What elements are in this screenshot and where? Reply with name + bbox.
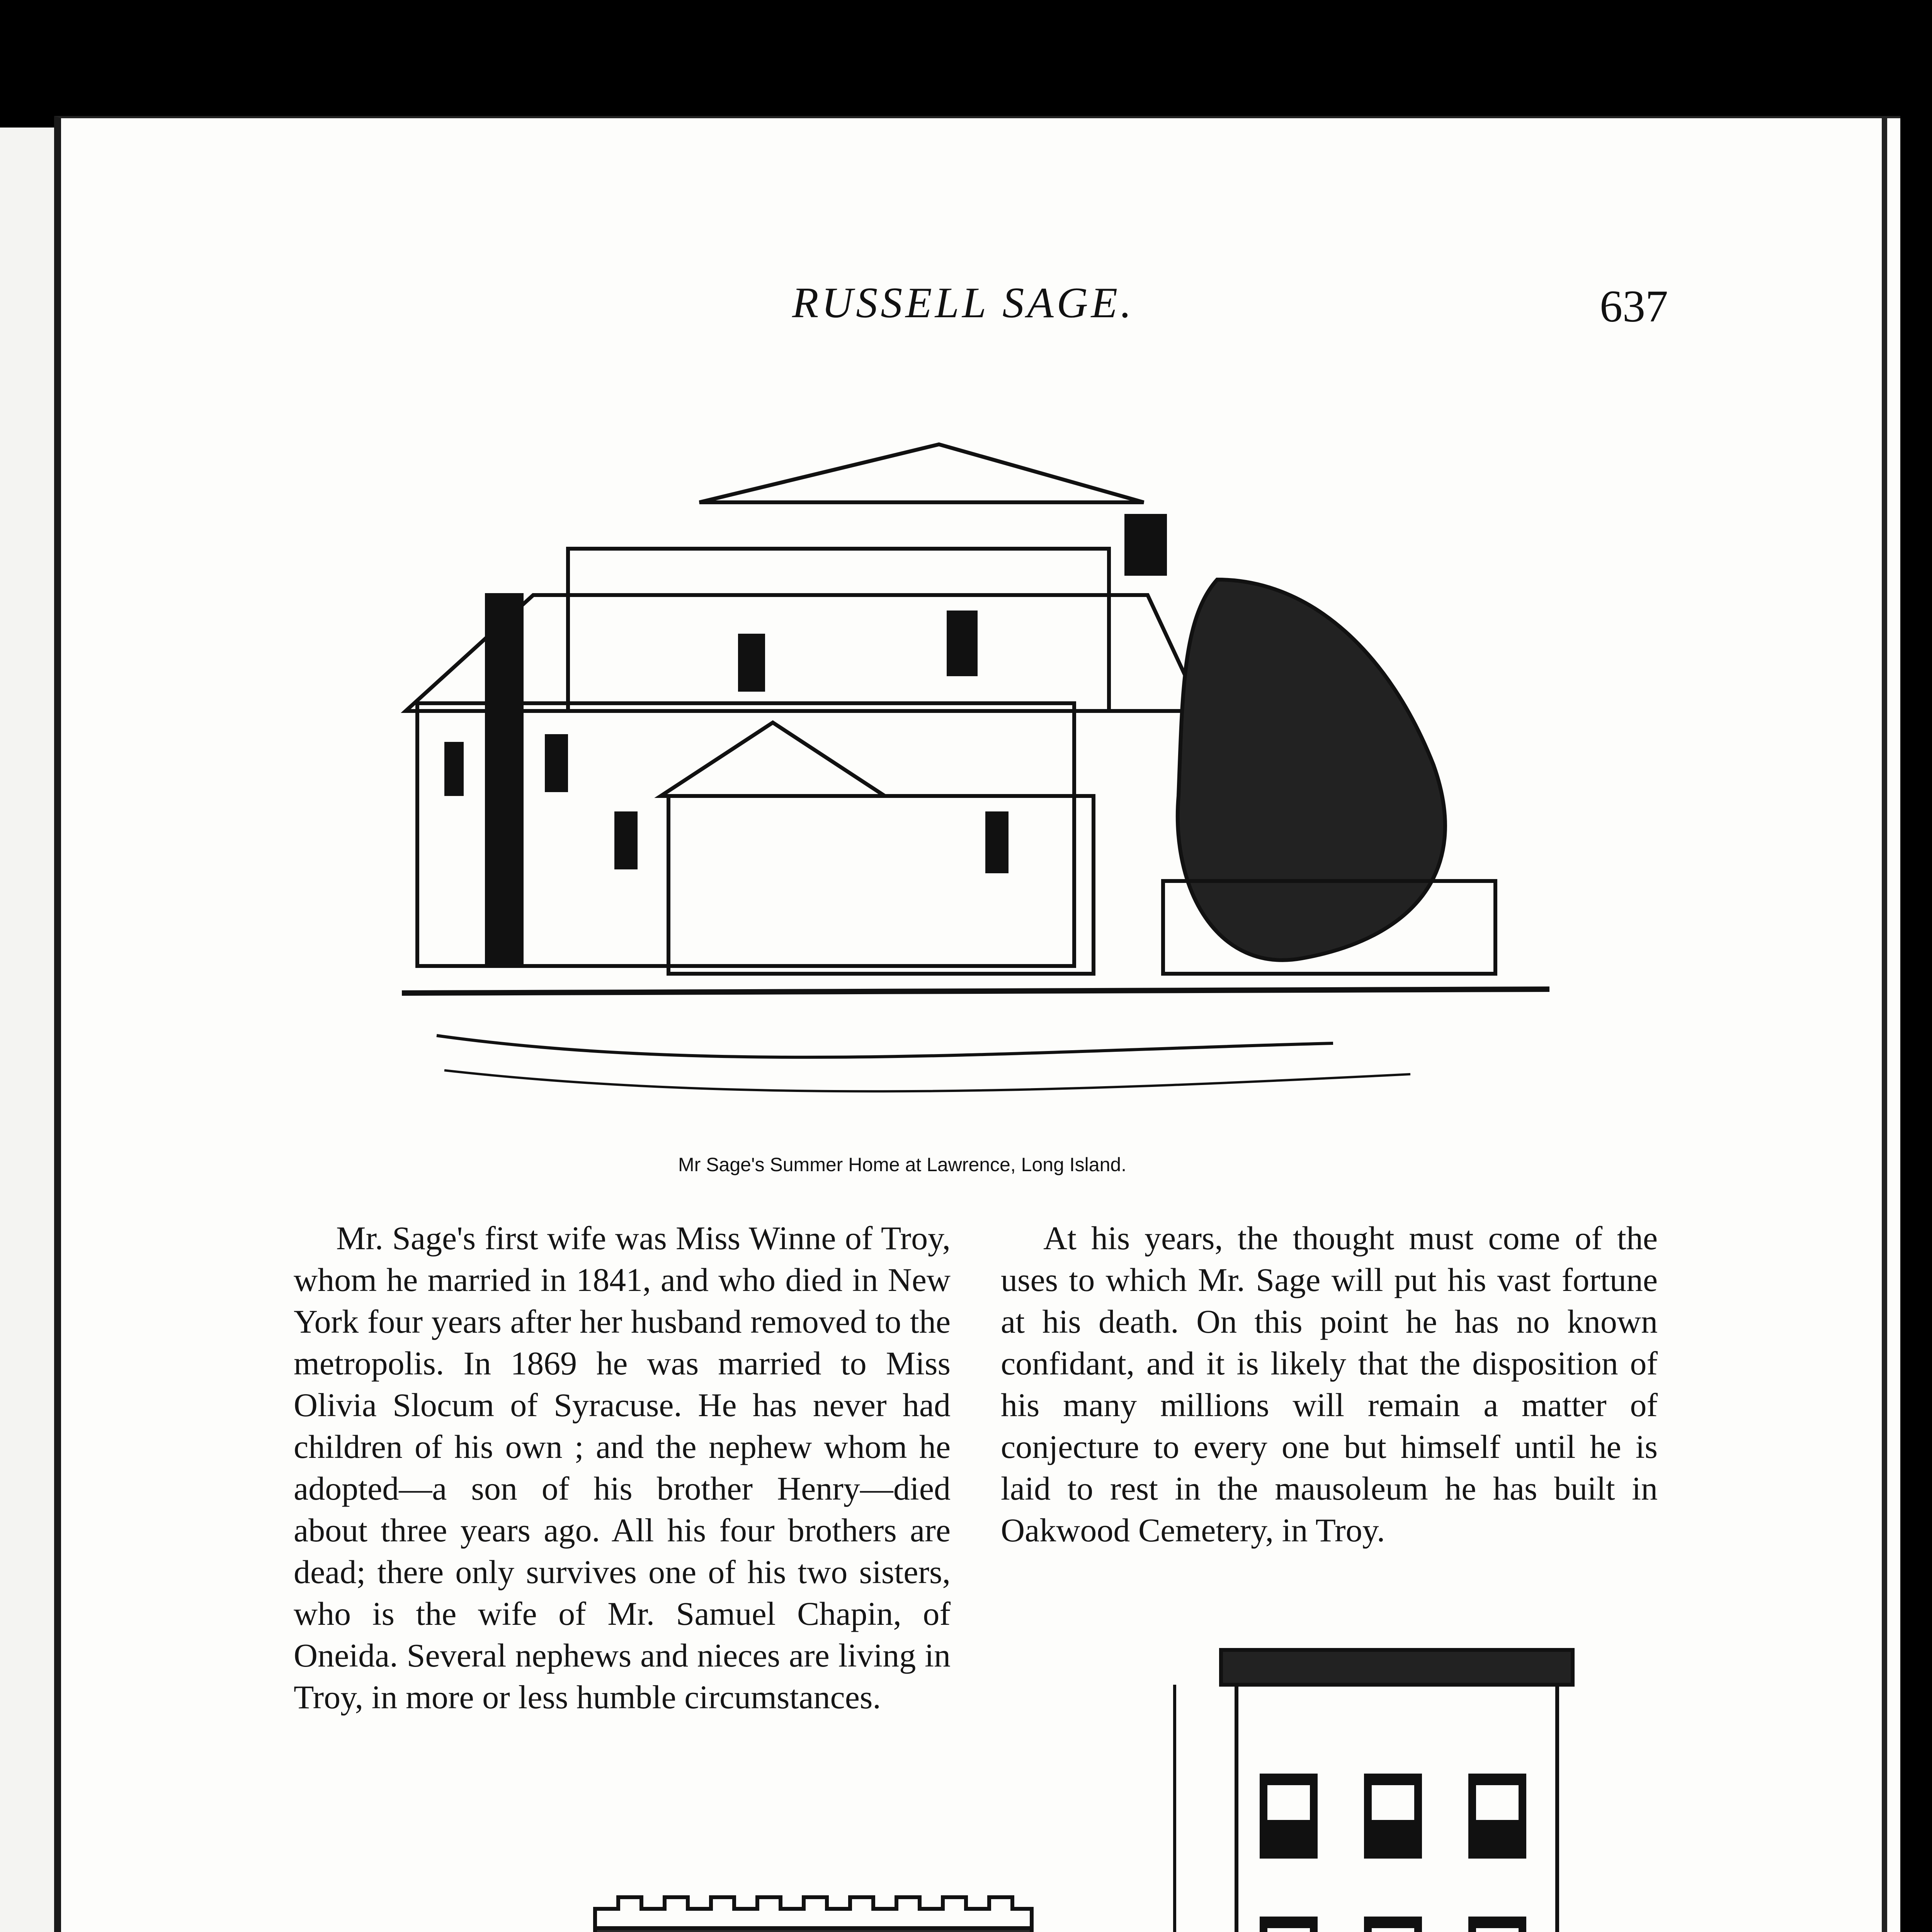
left-column-text xyxy=(294,1217,951,1718)
fifth-avenue-house-illustration xyxy=(1159,1634,1642,1932)
summer-home-caption: Mr Sage's Summer Home at Lawrence, Long Island. xyxy=(678,1154,1127,1175)
right-column-text xyxy=(1001,1217,1658,1551)
right-column-paragraph: At his years, the thought must come of the uses to which Mr. Sage will put his vast fortune at his death. On this point he has no known confidant, and it is likely that the disposition of his many millions will remain a matter of conjecture to every one but himself until he is laid to rest in the mausoleum he has built in Oakwood Cemetery, in Troy. xyxy=(1001,1219,1658,1549)
left-column-paragraph: Mr. Sage's first wife was Miss Winne of Troy, whom he married in 1841, and who died in New York four years after her husband removed to the metropolis. In 1869 he was married to Miss Olivia Slocum of Syracuse. He has never had children of his own ; and the nephew whom he adopted—a son of his brother Henry—died about three years ago. All his four brothers are dead; there only survives one of his two sisters, who is the wife of Mr. Samuel Chapin, of Oneida. Several nephews and nieces are living in Troy, in more or less humble circumstances. xyxy=(294,1219,951,1716)
running-head: RUSSELL SAGE. xyxy=(792,279,1134,327)
troy-home-illustration xyxy=(255,1862,1144,1932)
page-right-edge xyxy=(1882,116,1887,1932)
summer-home-illustration xyxy=(367,379,1588,1121)
page-number: 637 xyxy=(1600,281,1668,332)
